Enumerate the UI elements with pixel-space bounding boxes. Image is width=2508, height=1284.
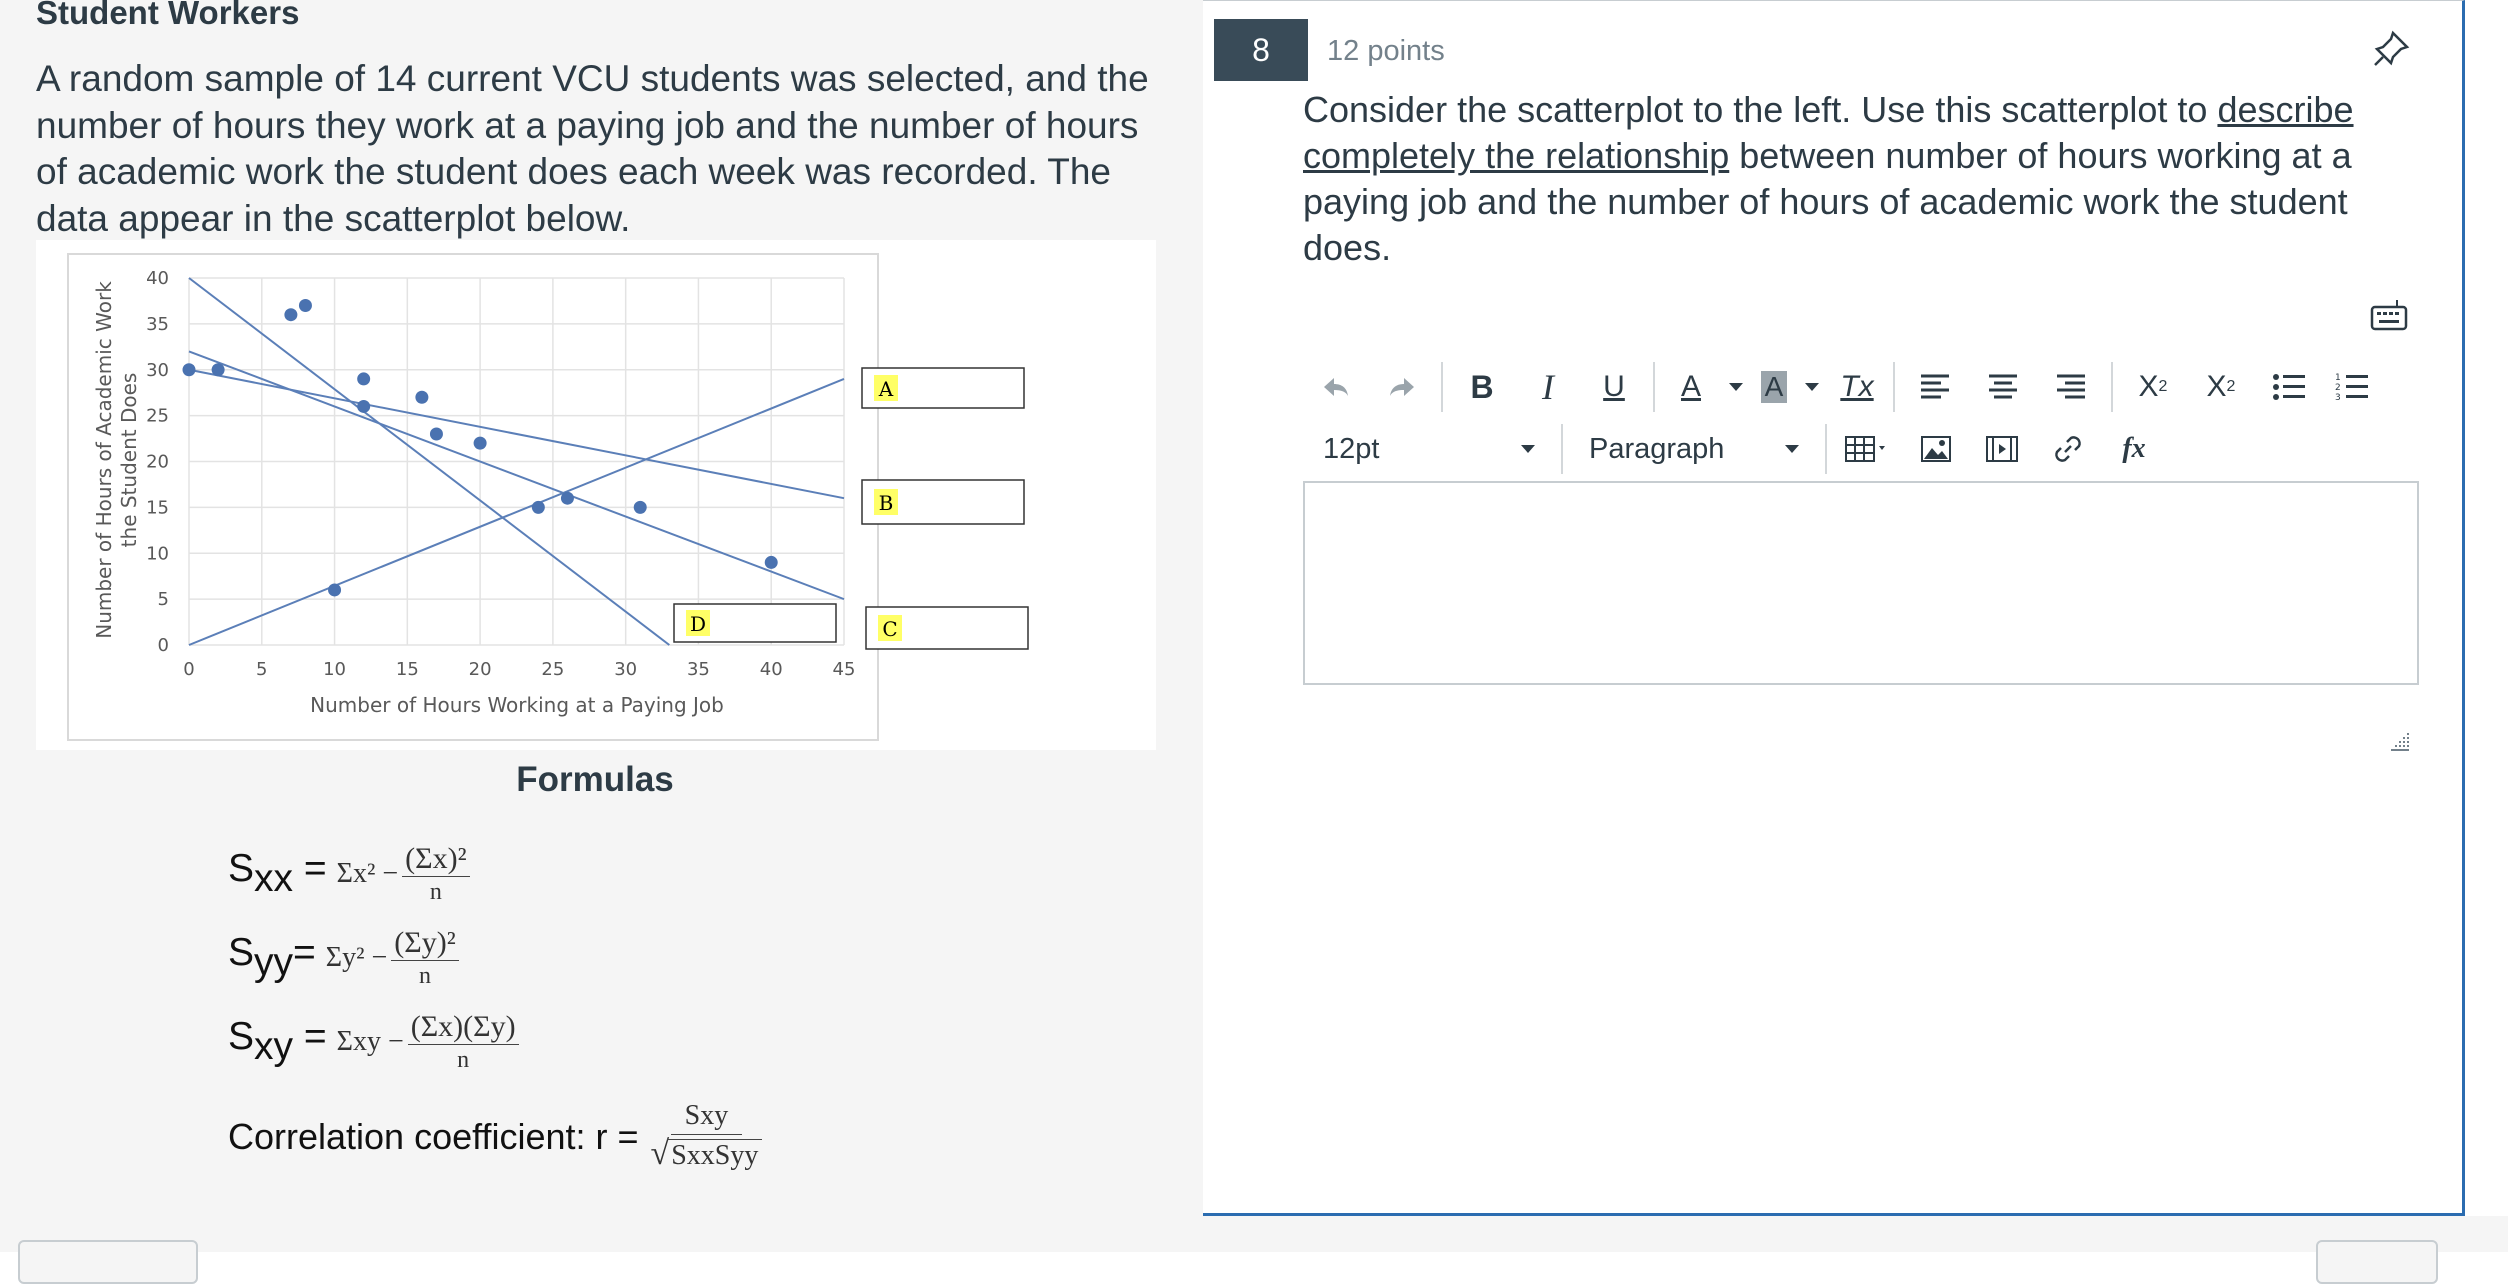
image-icon[interactable]: [1903, 421, 1969, 477]
formula-sxy: [228, 1010, 519, 1074]
sxy-sum: Σxy −: [336, 1026, 404, 1057]
sxy-expression: [337, 1010, 519, 1074]
svg-text:2: 2: [2335, 383, 2341, 393]
y-tick-label: 25: [146, 405, 169, 427]
x-tick-label: 0: [183, 659, 195, 680]
scatterplot-chart: [36, 240, 1156, 750]
redo-icon[interactable]: [1369, 359, 1435, 415]
sxx-symbol: $S_{xx}$ =: [228, 847, 327, 900]
highlight-letter: A: [1761, 371, 1788, 403]
data-point: [532, 501, 545, 514]
scatterplot-figure: [36, 240, 1156, 750]
y-axis-label-line1: Number of Hours of Academic Work: [92, 281, 116, 639]
align-left-icon[interactable]: [1901, 359, 1969, 415]
footer-strip: [0, 1216, 2508, 1252]
question-pane: [1203, 0, 2465, 1216]
block-format-select[interactable]: [1569, 422, 1819, 476]
svg-text:3: 3: [2335, 393, 2341, 402]
x-tick-label: 20: [468, 659, 492, 680]
y-tick-label: 35: [146, 313, 169, 335]
equation-button[interactable]: fx: [2122, 433, 2146, 464]
question-text-part1: Consider the scatterplot to the left. Use this scatterplot to: [1303, 89, 2218, 130]
line-label-text: A: [878, 377, 894, 401]
sxx-expression: [337, 842, 470, 906]
editor-toolbar-row2: [1303, 421, 2167, 477]
question-text: [1303, 87, 2423, 271]
svg-text:1: 1: [2335, 373, 2341, 383]
line-label-d: [674, 604, 836, 642]
question-points: 12 points: [1327, 35, 1445, 67]
font-color-button[interactable]: A: [1680, 370, 1701, 403]
y-tick-label: 40: [146, 268, 169, 289]
y-tick-label: 30: [146, 359, 169, 381]
x-tick-label: 25: [541, 659, 565, 680]
syy-symbol: $S_{yy}=$: [228, 931, 316, 984]
correlation-label: Correlation coefficient: r =: [228, 1115, 639, 1157]
x-tick-label: 5: [256, 659, 268, 680]
formula-syy: [228, 926, 459, 990]
subscript-icon[interactable]: X 2: [2206, 370, 2236, 403]
undo-icon[interactable]: [1303, 359, 1369, 415]
data-point: [284, 308, 297, 321]
line-label-b: [862, 480, 1024, 524]
sxy-fraction: [408, 1010, 519, 1074]
intro-text: A random sample of 14 current VCU students was selected, and the number of hours they work at a paying job and the number of hours of academic work the student does each week was recorded. The data appear in the scatterplot below.: [36, 58, 1149, 239]
font-color-caret-icon[interactable]: [1721, 359, 1751, 415]
syy-denominator: n: [419, 963, 431, 989]
x-tick-label: 40: [759, 659, 783, 680]
syy-fraction: [391, 926, 458, 990]
x-tick-label: 45: [832, 659, 856, 680]
line-label-text: C: [882, 617, 898, 641]
chevron-down-icon: [1521, 445, 1535, 453]
correlation-formula: [228, 1100, 762, 1173]
line-label-text: B: [878, 491, 894, 515]
formulas-title: Formulas: [516, 760, 674, 799]
section-title: Student Workers: [36, 0, 300, 31]
sxx-fraction: [402, 842, 469, 906]
question-text-underlined: describe completely the relationship: [1303, 89, 2354, 176]
editor-toolbar-row1: [1303, 359, 2381, 415]
keyboard-shortcuts-icon[interactable]: [2369, 297, 2409, 333]
syy-expression: [326, 926, 459, 990]
data-point: [765, 556, 778, 569]
line-label-a: [862, 368, 1024, 408]
line-label-text: D: [689, 612, 707, 636]
y-tick-label: 20: [146, 451, 169, 473]
question-text-part2: between number of hours working at a paying job and the number of hours of academic work the student does.: [1303, 135, 2352, 268]
italic-button[interactable]: I: [1542, 367, 1554, 407]
syy-sum: Σy² −: [325, 942, 388, 973]
font-size-value: 12pt: [1323, 432, 1380, 465]
line-label-c: [866, 607, 1028, 649]
bold-button[interactable]: B: [1470, 368, 1494, 405]
x-tick-label: 10: [323, 659, 347, 680]
x-tick-label: 30: [614, 659, 638, 680]
align-right-icon[interactable]: [2037, 359, 2105, 415]
x-axis-label: Number of Hours Working at a Paying Job: [310, 693, 724, 717]
sxx-sum: Σx² −: [336, 858, 399, 889]
y-tick-label: 10: [146, 543, 169, 565]
highlight-caret-icon[interactable]: [1797, 359, 1827, 415]
table-icon[interactable]: [1833, 421, 1903, 477]
y-axis-label-line2: the Student Does: [117, 372, 141, 548]
answer-editor[interactable]: [1303, 481, 2419, 685]
y-tick-label: 0: [157, 635, 169, 656]
question-number-badge: 8: [1214, 19, 1308, 81]
data-point: [561, 492, 574, 505]
data-point: [212, 363, 225, 376]
superscript-icon[interactable]: X 2: [2138, 370, 2168, 403]
highlight-color-button[interactable]: [1751, 359, 1797, 415]
sxx-numerator: (Σx)²: [402, 842, 469, 877]
block-format-value: Paragraph: [1589, 432, 1725, 465]
data-point: [357, 372, 370, 385]
numbered-list-icon[interactable]: [2323, 359, 2381, 415]
media-icon[interactable]: [1969, 421, 2035, 477]
data-point: [474, 437, 487, 450]
data-point: [357, 400, 370, 413]
font-size-select[interactable]: [1303, 422, 1555, 476]
clear-formatting-button[interactable]: Tx: [1840, 370, 1874, 403]
data-point: [299, 299, 312, 312]
data-point: [430, 427, 443, 440]
sqrt-body: SxxSyy: [667, 1139, 762, 1171]
link-icon[interactable]: [2035, 421, 2101, 477]
next-button[interactable]: [2316, 1240, 2438, 1284]
sxy-denominator: n: [457, 1047, 470, 1073]
sxy-symbol: $S_{xy}$ =: [228, 1015, 327, 1068]
data-point: [328, 583, 341, 596]
data-point: [415, 391, 428, 404]
sxy-numerator: (Σx)(Σy): [408, 1010, 519, 1045]
sqrt-icon: √: [650, 1135, 670, 1172]
y-tick-label: 15: [146, 497, 169, 519]
syy-numerator: (Σy)²: [391, 926, 458, 961]
correlation-fraction: [651, 1100, 763, 1173]
data-point: [183, 363, 196, 376]
bullet-list-icon[interactable]: [2255, 359, 2323, 415]
previous-button[interactable]: [18, 1240, 198, 1284]
left-pane: [0, 0, 1203, 1216]
align-center-icon[interactable]: [1969, 359, 2037, 415]
correlation-denominator: [651, 1135, 763, 1173]
resize-handle-icon[interactable]: [2389, 731, 2411, 753]
x-tick-label: 15: [395, 659, 419, 680]
pin-icon[interactable]: [2371, 29, 2411, 69]
underline-button[interactable]: U: [1603, 370, 1625, 403]
sxx-denominator: n: [429, 879, 442, 905]
correlation-numerator: Sxy: [671, 1100, 743, 1135]
data-point: [634, 501, 647, 514]
y-tick-label: 5: [157, 589, 169, 611]
formula-sxx: [228, 842, 470, 906]
x-tick-label: 35: [686, 659, 710, 680]
chevron-down-icon: [1785, 445, 1799, 453]
